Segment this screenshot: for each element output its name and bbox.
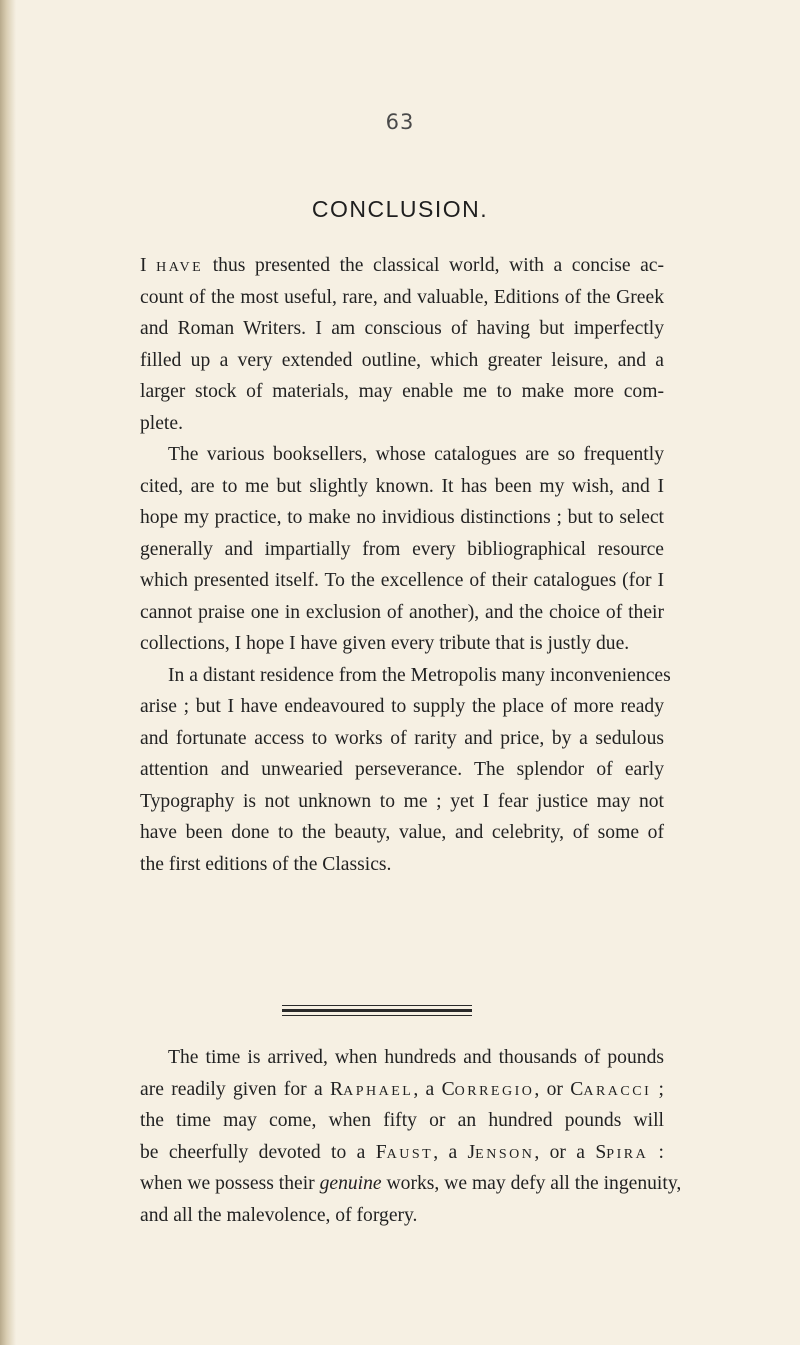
text-line: attention and unwearied perseverance. The splendor of early [140, 759, 664, 780]
line-text: , or [534, 1078, 571, 1100]
text-line: the time may come, when fifty or an hundred pounds will [140, 1110, 664, 1131]
initial-letter: F [375, 1141, 387, 1163]
line-text: , a [413, 1078, 442, 1100]
small-caps-word: ORREGIO [454, 1083, 535, 1099]
page-spine-shadow [0, 0, 16, 1345]
name-corregio [442, 1079, 535, 1100]
small-caps-word: PIRA [606, 1146, 649, 1162]
page-number: 63 [385, 110, 415, 134]
text-line [140, 1168, 682, 1200]
text-line: filled up a very extended outline, which greater leisure, and a [140, 349, 664, 371]
text-line: arise ; but I have endeavoured to supply the place of more ready [140, 696, 664, 717]
chapter-title: CONCLUSION. [311, 196, 489, 222]
text-line [140, 439, 664, 471]
text-line [140, 1137, 664, 1169]
text-line: cannot praise one in exclusion of another), and the choice of their [140, 601, 664, 623]
text-line [140, 1074, 664, 1106]
text-line: count of the most useful, rare, and valuable, Editions of the Greek [140, 286, 664, 308]
section-divider-bottom-rule [282, 1015, 472, 1016]
text-line: generally and impartially from every bibliographical resource [140, 538, 664, 560]
text-line: Typography is not unknown to me ; yet I fear justice may not [140, 790, 664, 812]
initial-letter: S [595, 1141, 607, 1163]
italic-word: genuine [319, 1173, 382, 1194]
initial-letter: J [467, 1141, 476, 1163]
text-line: plete. [140, 412, 183, 434]
line-text: are readily given for a [140, 1078, 330, 1100]
small-caps-word: APHAEL [343, 1083, 414, 1099]
dropcap-letter: I [140, 255, 147, 276]
line-text: be cheerfully devoted to a [140, 1141, 376, 1163]
line-text: In a distant residence from the Metropolis many inconveniences [168, 664, 671, 686]
line-text: , a [433, 1141, 468, 1163]
small-caps-word: ARACCI [583, 1083, 652, 1099]
line-text: ; [651, 1078, 664, 1100]
text-line: larger stock of materials, may enable me to make more com- [140, 381, 664, 402]
text-line: collections, I hope I have given every tribute that is justly due. [140, 633, 630, 654]
text-line: and all the malevolence, of forgery. [140, 1204, 418, 1226]
text-line [140, 250, 664, 282]
line-text: : [648, 1141, 664, 1163]
initial-letter: R [330, 1078, 344, 1100]
text-line: which presented itself. To the excellence of their catalogues (for I [140, 570, 664, 591]
initial-letter: C [570, 1078, 584, 1100]
text-line [140, 1042, 664, 1074]
name-raphael [330, 1079, 413, 1100]
initial-letter: C [441, 1078, 455, 1100]
line-text: works, we may defy all the ingenuity, [381, 1173, 682, 1194]
conclusion-text [140, 250, 671, 880]
name-jenson [468, 1142, 535, 1163]
name-caracci [570, 1079, 651, 1100]
line-text: The time is arrived, when hundreds and thousands of pounds [168, 1047, 664, 1068]
text-line [140, 660, 671, 692]
small-caps-word: AUST [386, 1146, 434, 1162]
line-text: thus presented the classical world, with a concise ac- [203, 255, 664, 276]
text-line: and fortunate access to works of rarity and price, by a sedulous [140, 727, 664, 749]
section-divider-thick-rule [282, 1009, 472, 1012]
name-faust [376, 1142, 433, 1163]
name-spira [595, 1142, 648, 1163]
line-text: The various booksellers, whose catalogues are so frequently [168, 444, 664, 465]
text-line: have been done to the beauty, value, and celebrity, of some of [140, 822, 664, 843]
closing-paragraph [140, 1042, 682, 1231]
text-line: the first editions of the Classics. [140, 853, 392, 875]
small-caps-word: ENSON [475, 1146, 535, 1162]
text-line: cited, are to me but slightly known. It has been my wish, and I [140, 475, 664, 497]
text-line: and Roman Writers. I am conscious of having but imperfectly [140, 318, 664, 339]
text-line: hope my practice, to make no invidious distinctions ; but to select [140, 507, 664, 528]
small-caps-word: HAVE [156, 260, 204, 275]
line-text: , or a [534, 1141, 596, 1163]
line-text: when we possess their [140, 1173, 320, 1194]
section-divider-top-rule [282, 1005, 472, 1006]
